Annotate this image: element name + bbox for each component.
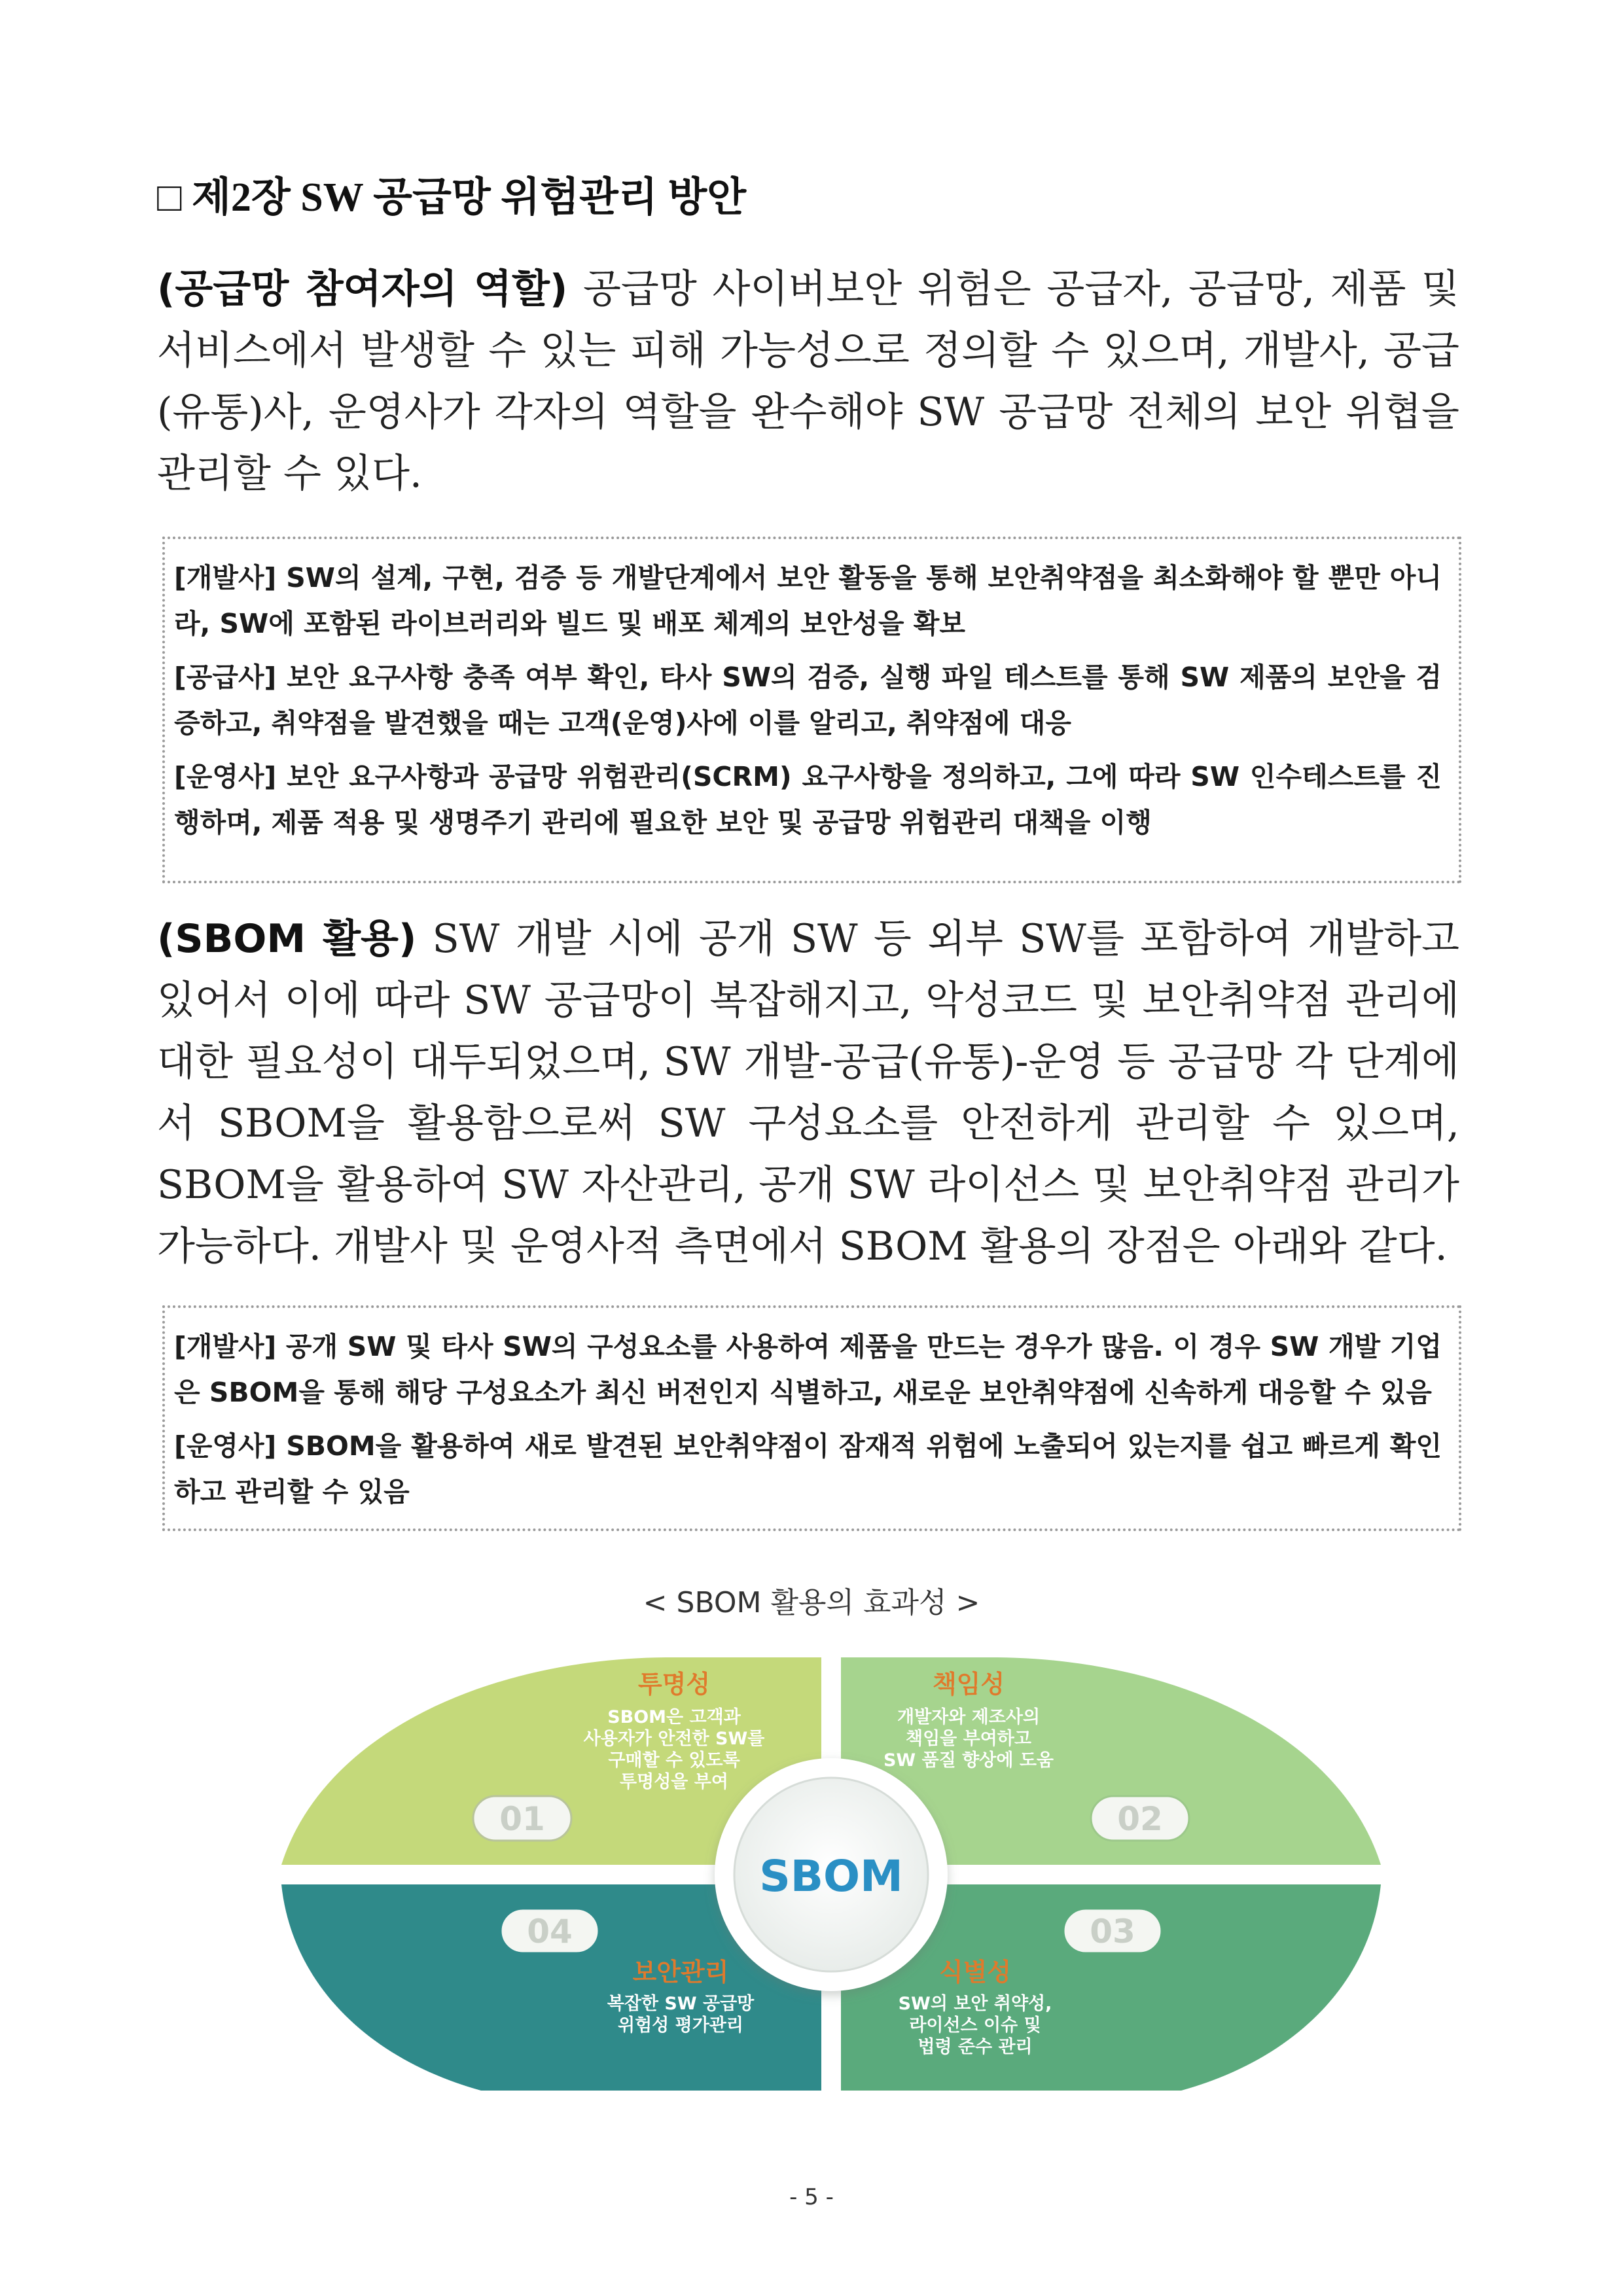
page-number: - 5 - (789, 2184, 834, 2210)
badge-04 (501, 1909, 599, 1953)
sbom-paragraph (157, 908, 1459, 1277)
roles-box-supplier: [공급사] 보안 요구사항 충족 여부 확인, 타사 SW의 검증, 실행 파일 테스트를 통해 SW 제품의 보안을 검증하고, 취약점을 발견했을 때는 고객(운영)사에 이를 알리고, 취약점에 대응 (174, 662, 1442, 739)
roles-paragraph-text: 공급망 사이버보안 위험은 공급자, 공급망, 제품 및 서비스에서 발생할 수 있는 피해 가능성으로 정의할 수 있으며, 개발사, 공급(유통)사, 운영사가 각자의 역할을 완수해야 SW 공급망 전체의 보안 위협을 관리할 수 있다. (157, 266, 1460, 497)
sbom-benefits-box (162, 1305, 1461, 1531)
quadrant-3-line-2: 라이선스 이슈 및 (909, 2015, 1041, 2036)
quadrant-1-line-4: 투명성을 부여 (620, 1772, 728, 1792)
roles-paragraph (157, 258, 1459, 504)
sbom-effectiveness-diagram (278, 1639, 1384, 2097)
quadrant-3-line-3: 법령 준수 관리 (918, 2037, 1033, 2057)
sbom-paragraph-lead: (SBOM 활용) (157, 916, 417, 962)
sbom-paragraph-text: SW 개발 시에 공개 SW 등 외부 SW를 포함하여 개발하고 있어서 이에 따라 SW 공급망이 복잡해지고, 악성코드 및 보안취약점 관리에 대한 필요성이 대두되었으며, SW 개발-공급(유통)-운영 등 공급망 각 단계에서 SBOM을 활용함으로써 SW 구성요소를 안전하게 관리할 수 있으며, SBOM을 활용하여 SW 자산관리, 공개 SW 라이선스 및 보안취약점 관리가 가능하다. 개발사 및 운영사적 측면에서 SBOM 활용의 장점은 아래와 같다. (157, 916, 1459, 1269)
quadrant-4-line-1: 복잡한 SW 공급망 (607, 1994, 755, 2014)
quadrant-4-line-2: 위험성 평가관리 (618, 2015, 743, 2036)
badge-03-text: 03 (1090, 1913, 1135, 1951)
quadrant-1-title: 투명성 (637, 1670, 711, 1699)
quadrant-3-line-1: SW의 보안 취약성, (898, 1994, 1052, 2014)
badge-01 (473, 1796, 571, 1841)
roles-paragraph-lead: (공급망 참여자의 역할) (157, 266, 568, 312)
quadrant-2-title: 책임성 (932, 1670, 1005, 1699)
quadrant-3-title: 식별성 (938, 1958, 1012, 1987)
badge-01-text: 01 (499, 1800, 545, 1838)
quadrant-1-line-1: SBOM은 고객과 (607, 1707, 741, 1727)
badge-03 (1063, 1909, 1162, 1953)
sbom-benefits-developer: [개발사] 공개 SW 및 타사 SW의 구성요소를 사용하여 제품을 만드는 경우가 많음. 이 경우 SW 개발 기업은 SBOM을 통해 해당 구성요소가 최신 버전인지 식별하고, 새로운 보안취약점에 신속하게 대응할 수 있음 (174, 1331, 1442, 1408)
quadrant-1-line-3: 구매할 수 있도록 (608, 1750, 740, 1771)
roles-box (162, 537, 1461, 883)
section-heading: □ 제2장 SW 공급망 위험관리 방안 (157, 175, 747, 220)
quadrant-4-title: 보안관리 (632, 1958, 729, 1987)
quadrant-1-line-2: 사용자가 안전한 SW를 (583, 1729, 765, 1749)
center-label: SBOM (759, 1851, 903, 1901)
quadrant-2-line-3: SW 품질 향상에 도움 (883, 1750, 1054, 1771)
sbom-benefits-operator: [운영사] SBOM을 활용하여 새로 발견된 보안취약점이 잠재적 위험에 노출되어 있는지를 쉽고 빠르게 확인하고 관리할 수 있음 (174, 1430, 1442, 1508)
quadrant-2-line-2: 책임을 부여하고 (906, 1729, 1031, 1749)
figure-caption: < SBOM 활용의 효과성 > (643, 1586, 980, 1619)
badge-04-text: 04 (527, 1913, 573, 1951)
roles-box-developer: [개발사] SW의 설계, 구현, 검증 등 개발단계에서 보안 활동을 통해 보안취약점을 최소화해야 할 뿐만 아니라, SW에 포함된 라이브러리와 빌드 및 배포 체계의 보안성을 확보 (174, 562, 1442, 639)
roles-box-operator: [운영사] 보안 요구사항과 공급망 위험관리(SCRM) 요구사항을 정의하고, 그에 따라 SW 인수테스트를 진행하며, 제품 적용 및 생명주기 관리에 필요한 보안 및 공급망 위험관리 대책을 이행 (174, 761, 1442, 838)
quadrant-2-line-1: 개발자와 제조사의 (897, 1707, 1041, 1727)
badge-02 (1091, 1796, 1189, 1841)
badge-02-text: 02 (1117, 1800, 1163, 1838)
